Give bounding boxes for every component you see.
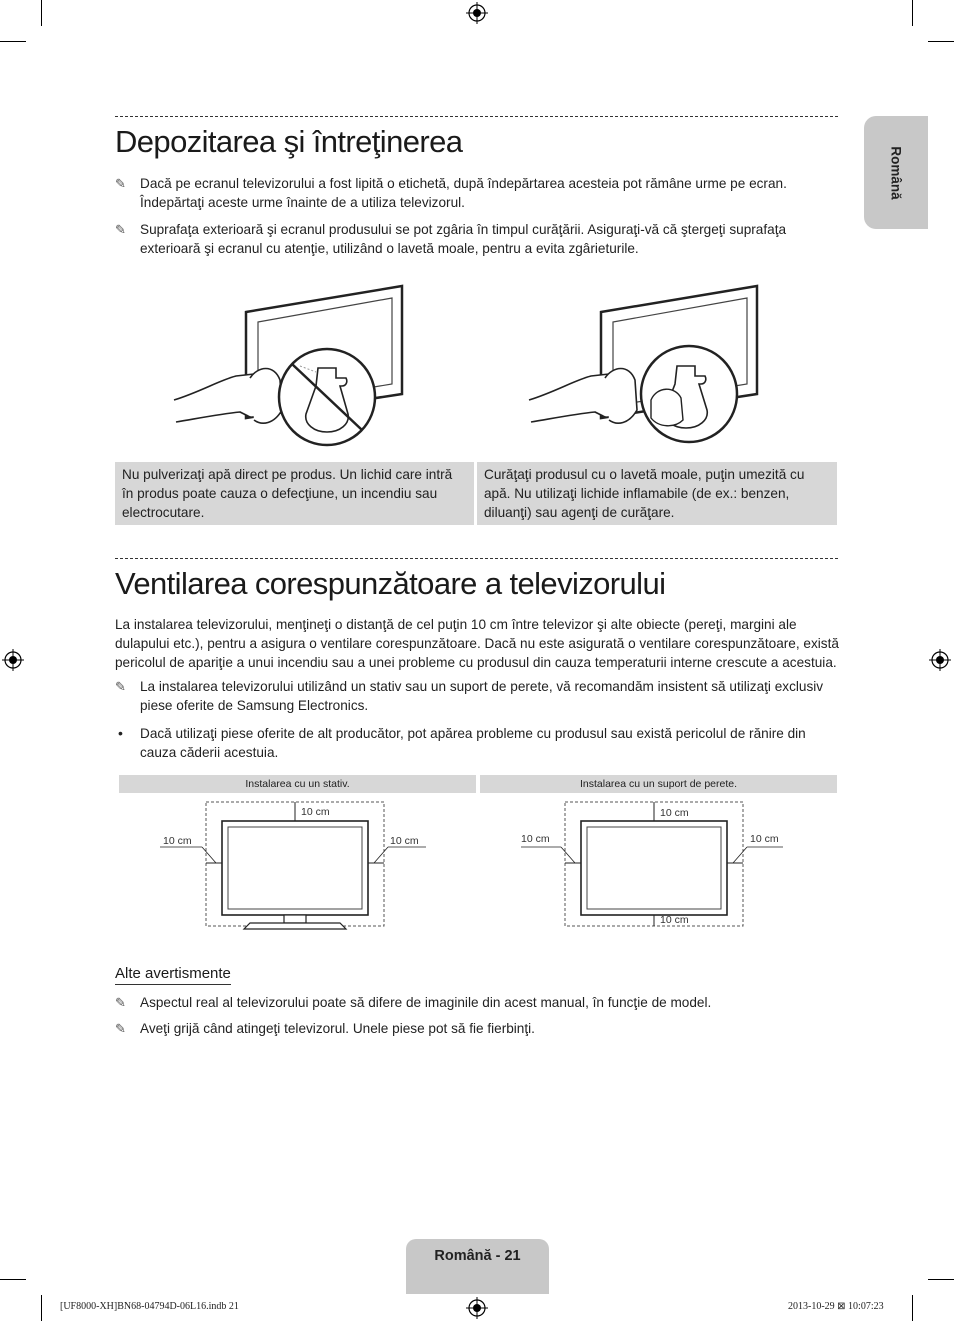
note-item (115, 1019, 839, 1038)
diagram-wall-title: Instalarea cu un suport de perete. (480, 775, 837, 793)
clearance-right-label: 10 cm (750, 833, 779, 845)
registration-mark-icon (2, 649, 24, 671)
imprint-file-info: [UF8000-XH]BN68-04794D-06L16.indb 21 (60, 1301, 239, 1312)
crop-mark (41, 0, 42, 26)
crop-mark (928, 41, 954, 42)
wall-mount-clearance-diagram (515, 797, 795, 932)
section-divider (115, 116, 838, 117)
language-side-tab-label: Română (888, 145, 904, 200)
clearance-top-label: 10 cm (660, 807, 689, 819)
note-text: Aveţi grijă când atingeţi televizorul. Unele piese pot să fie fierbinţi. (140, 1021, 535, 1036)
registration-mark-icon (466, 2, 488, 24)
pencil-note-icon: ✎ (115, 176, 126, 191)
page-number-tab (406, 1239, 549, 1294)
pencil-note-icon: ✎ (115, 1021, 126, 1036)
section-divider (115, 558, 838, 559)
note-item (115, 174, 839, 212)
crop-mark (912, 1295, 913, 1321)
crop-mark (0, 1279, 26, 1280)
clearance-right-label: 10 cm (390, 835, 419, 847)
note-item (115, 677, 839, 715)
pencil-note-icon: ✎ (115, 222, 126, 237)
clearance-top-label: 10 cm (301, 806, 330, 818)
section-title-storage: Depozitarea şi întreţinerea (115, 124, 463, 159)
bullet-icon: • (118, 725, 123, 741)
soft-cloth-illustration (525, 282, 765, 450)
note-text: La instalarea televizorului utilizând un stativ sau un suport de perete, vă recomandăm insistent să utilizaţi exclusiv piese oferite de Samsung Electronics. (140, 679, 824, 713)
imprint-timestamp: 2013-10-29 ⊠ 10:07:23 (788, 1301, 884, 1312)
bullet-text: Dacă utilizaţi piese oferite de alt producător, pot apărea probleme cu produsul sau există pericolul de rănire din cauza căderii acestuia. (140, 726, 806, 760)
section-title-ventilation: Ventilarea corespunzătoare a televizorului (115, 566, 666, 601)
registration-mark-icon (929, 649, 951, 671)
pencil-note-icon: ✎ (115, 995, 126, 1010)
language-side-tab (864, 116, 928, 229)
ventilation-paragraph: La instalarea televizorului, menţineţi o distanţă de cel puţin 10 cm între televizor şi alte obiecte (pereţi, margini ale dulapului etc.), pentru a asigura o ventilare corespunzătoare. Dacă nu este asigurată o ventilare corespunzătoare, există pericolul de apariţie a unui incendiu sau a unei probleme cu produsul din cauza temperaturii interne crescute a acestuia. (115, 617, 839, 670)
crop-mark (41, 1295, 42, 1321)
note-text: Dacă pe ecranul televizorului a fost lipită o etichetă, după îndepărtarea acesteia pot rămâne urme pe ecran. Îndepărtaţi aceste urme înainte de a utiliza televizorul. (140, 176, 787, 210)
bullet-item (115, 724, 839, 762)
note-text: Aspectul real al televizorului poate să difere de imaginile din acest manual, în funcţie de model. (140, 995, 712, 1010)
note-text: Suprafaţa exterioară şi ecranul produsului se pot zgâria în timpul curăţării. Asiguraţi-vă că ştergeţi suprafaţa exterioară şi ecranul cu atenţie, utilizând o lavetă moale, pentru a evita zgârieturile. (140, 222, 787, 256)
diagram-stand-title: Instalarea cu un stativ. (119, 775, 476, 793)
clearance-left-label: 10 cm (163, 835, 192, 847)
note-item (115, 993, 839, 1012)
caption-no-spray: Nu pulverizaţi apă direct pe produs. Un lichid care intră în produs poate cauza o defecţiune, un incendiu sau electrocutare. (115, 462, 474, 525)
clearance-left-label: 10 cm (521, 833, 550, 845)
registration-mark-icon (466, 1297, 488, 1319)
no-spray-illustration (170, 282, 410, 450)
caption-soft-cloth: Curăţaţi produsul cu o lavetă moale, puţin umezită cu apă. Nu utilizaţi lichide inflamabile (de ex.: benzen, diluanţi) sau agenţi de curăţare. (477, 462, 837, 525)
subsection-title-other-warnings: Alte avertismente (115, 965, 231, 985)
stand-clearance-diagram (150, 797, 440, 932)
page-number: Română - 21 (434, 1248, 521, 1264)
crop-mark (912, 0, 913, 26)
note-item (115, 220, 839, 258)
clearance-bottom-label: 10 cm (660, 914, 689, 926)
pencil-note-icon: ✎ (115, 679, 126, 694)
crop-mark (928, 1279, 954, 1280)
crop-mark (0, 41, 26, 42)
